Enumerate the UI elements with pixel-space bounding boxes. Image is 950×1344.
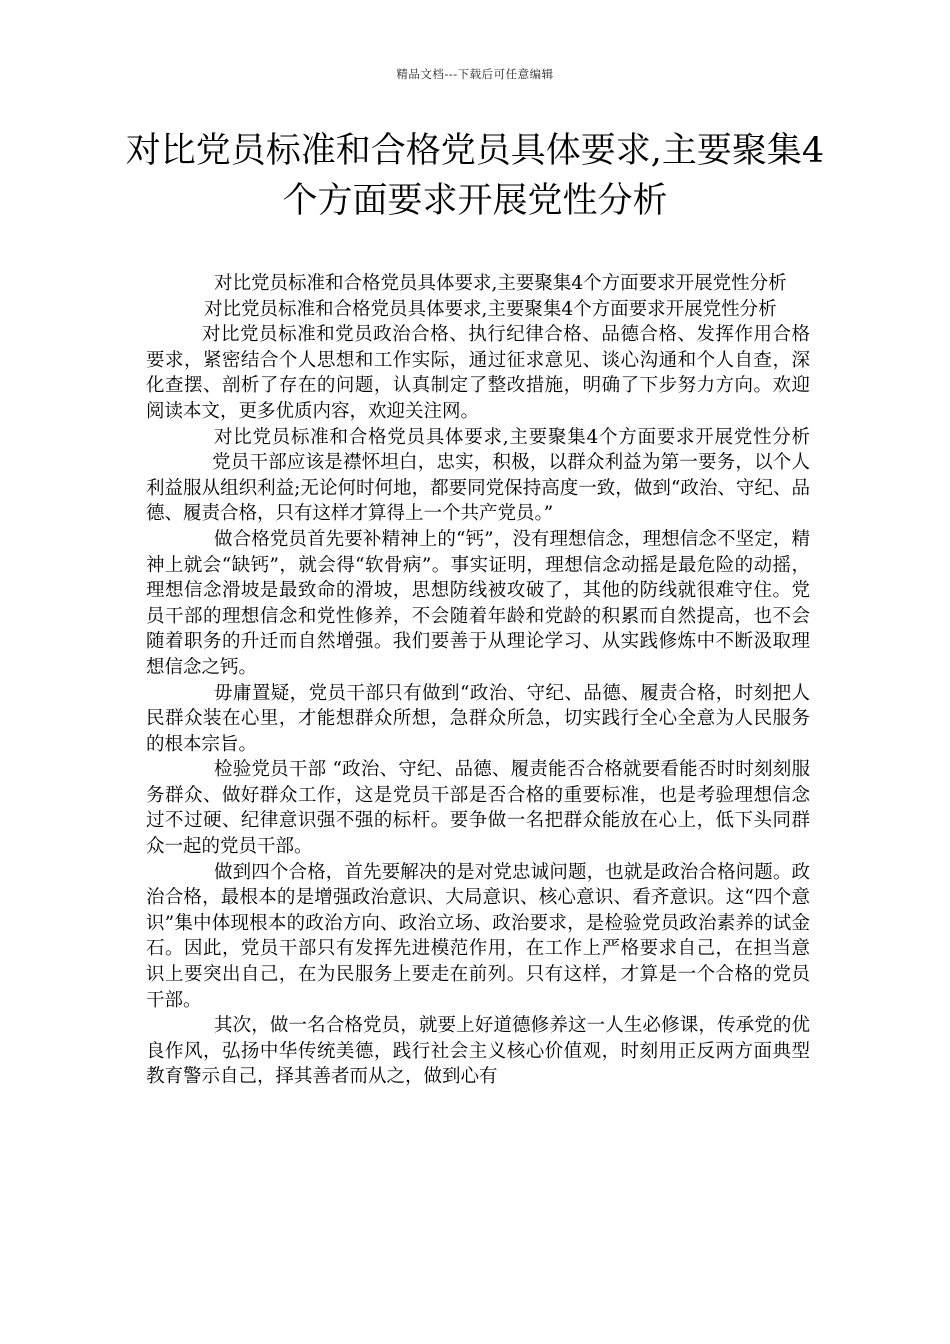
paragraph-1: 对比党员标准和合格党员具体要求,主要聚集4个方面要求开展党性分析 [214,273,787,294]
paragraph-9: 其次，做一名合格党员，就要上好道德修养这一人生必修课，传承党的优良作风，弘扬中华传统美德，践行社会主义核心价值观，时刻用正反两方面典型教育警示自己，择其善者而从之，做到心有 [146,1015,810,1088]
paragraph-4 [146,425,810,527]
paragraph-6: 毋庸置疑，党员干部只有做到“政治、守纪、品德、履责合格，时刻把人民群众装在心里，才能想群众所想，急群众所急，切实践行全心全意为人民服务的根本宗旨。 [146,682,810,755]
paragraph-2: 对比党员标准和合格党员具体要求,主要聚集4个方面要求开展党性分析 [204,298,777,320]
paragraph-4-lead: 对比党员标准和合格党员具体要求,主要聚集4个方面要求开展党性分析 [214,426,810,448]
paragraph-3: 对比党员标准和党员政治合格、执行纪律合格、品德合格、发挥作用合格要求，紧密结合个人思想和工作实际，通过征求意见、谈心沟通和个人自查，深化查摆、剖析了存在的问题，认真制定了整改措施，明确了下步努力方向。欢迎阅读本文，更多优质内容，欢迎关注网。 [146,324,810,422]
header-note: 精品文档---下载后可任意编辑 [396,67,554,81]
document-title: 对比党员标准和合格党员具体要求,主要聚集4个方面要求开展党性分析 [125,131,825,221]
paragraph-7: 检验党员干部 “政治、守纪、品德、履责能否合格就要看能否时时刻刻服务群众、做好群众工作，这是党员干部是否合格的重要标准，也是考验理想信念过不过硬、纪律意识强不强的标杆。要争做一名把群众能放在心上，低下头同群众一起的党员干部。 [146,759,810,858]
paragraph-8: 做到四个合格，首先要解决的是对党忠诚问题，也就是政治合格问题。政治合格，最根本的是增强政治意识、大局意识、核心意识、看齐意识。这“四个意识”集中体现根本的政治方向、政治立场、政治要求，是检验党员政治素养的试金石。因此，党员干部只有发挥先进模范作用，在工作上严格要求自己，在担当意识上要突出自己，在为民服务上要走在前列。只有这样，才算是一个合格的党员干部。 [146,861,810,1011]
document-body [146,271,810,1090]
paragraph-4-body: 党员干部应该是襟怀坦白，忠实，积极，以群众利益为第一要务，以个人利益服从组织利益;无论何时何地，都要同党保持高度一致，做到“政治、守纪、品德、履责合格，只有这样才算得上一个共产党员。” [146,452,810,525]
paragraph-5: 做合格党员首先要补精神上的“钙”，没有理想信念，理想信念不坚定，精神上就会“缺钙”，就会得“软骨病”。事实证明，理想信念动摇是最危险的动摇，理想信念滑坡是最致命的滑坡，思想防线被攻破了，其他的防线就很难守住。党员干部的理想信念和党性修养，不会随着年龄和党龄的积累而自然提高，也不会随着职务的升迁而自然增强。我们要善于从理论学习、从实践修炼中不断汲取理想信念之钙。 [146,528,810,678]
